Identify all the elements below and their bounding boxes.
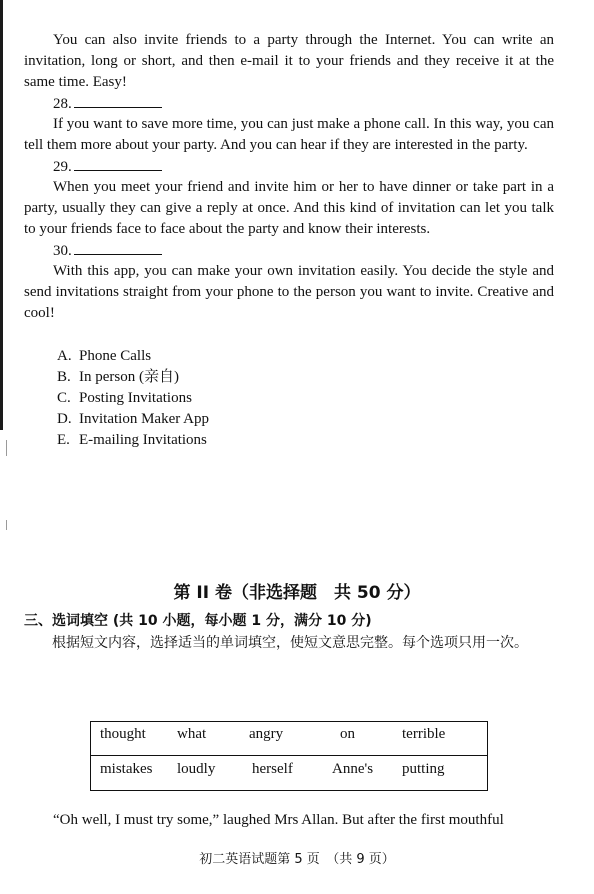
- question-28: [24, 93, 554, 114]
- scan-artifact: [6, 520, 7, 530]
- question-30: [24, 240, 554, 261]
- word-option: Anne's: [332, 761, 374, 777]
- paragraph-in-person: When you meet your friend and invite him or her to have dinner or take part in a party, usually they can give a reply at once. And this kind of invitation can let you talk to your friends face to face about the party and know their interests.: [24, 179, 554, 237]
- question-number: 28.: [53, 96, 72, 112]
- option-a: A. Phone Calls: [57, 348, 152, 364]
- word-box: [90, 721, 488, 791]
- option-b: B. In person (亲自): [57, 369, 179, 385]
- option-d: D. Invitation Maker App: [57, 411, 209, 427]
- option-e: E. E-mailing Invitations: [57, 432, 207, 448]
- scan-artifact: [6, 440, 7, 456]
- word-option: on: [340, 726, 355, 742]
- word-option: what: [177, 726, 207, 742]
- paragraph-phone: If you want to save more time, you can just make a phone call. In this way, you can tell them more about your party. And you can hear if they are interested in the party.: [24, 116, 554, 153]
- page-footer: 初二英语试题第 5 页 （共 9 页）: [199, 852, 395, 867]
- word-option: herself: [252, 761, 293, 777]
- answer-blank[interactable]: [74, 240, 162, 255]
- story-first-line: “Oh well, I must try some,” laughed Mrs Allan. But after the first mouthful: [53, 812, 504, 828]
- word-option: terrible: [402, 726, 446, 742]
- answer-blank[interactable]: [74, 93, 162, 108]
- answer-blank[interactable]: [74, 156, 162, 171]
- word-box-divider: [91, 755, 487, 756]
- word-option: thought: [100, 726, 146, 742]
- section-title: 第 II 卷（非选择题 共 50 分）: [173, 583, 421, 603]
- word-option: mistakes: [100, 761, 153, 777]
- paragraph-app: With this app, you can make your own invitation easily. You decide the style and send invitations straight from your phone to the person you want to invite. Creative and cool!: [24, 263, 554, 321]
- section-heading: 三、选词填空 (共 10 小题，每小题 1 分，满分 10 分): [24, 613, 372, 629]
- paragraph-email: You can also invite friends to a party through the Internet. You can write an invitation, long or short, and then e-mail it to your friends and they receive it at the same time. Easy!: [24, 32, 554, 90]
- word-option: loudly: [177, 761, 216, 777]
- page-edge-line: [0, 0, 3, 430]
- word-option: angry: [249, 726, 284, 742]
- options-list: [24, 346, 554, 451]
- question-number: 30.: [53, 243, 72, 259]
- word-option: putting: [402, 761, 445, 777]
- instruction-text: 根据短文内容，选择适当的单词填空，使短文意思完整。每个选项只用一次。: [52, 635, 528, 651]
- question-29: [24, 156, 554, 177]
- option-c: C. Posting Invitations: [57, 390, 192, 406]
- question-number: 29.: [53, 159, 72, 175]
- reading-section: [24, 30, 554, 451]
